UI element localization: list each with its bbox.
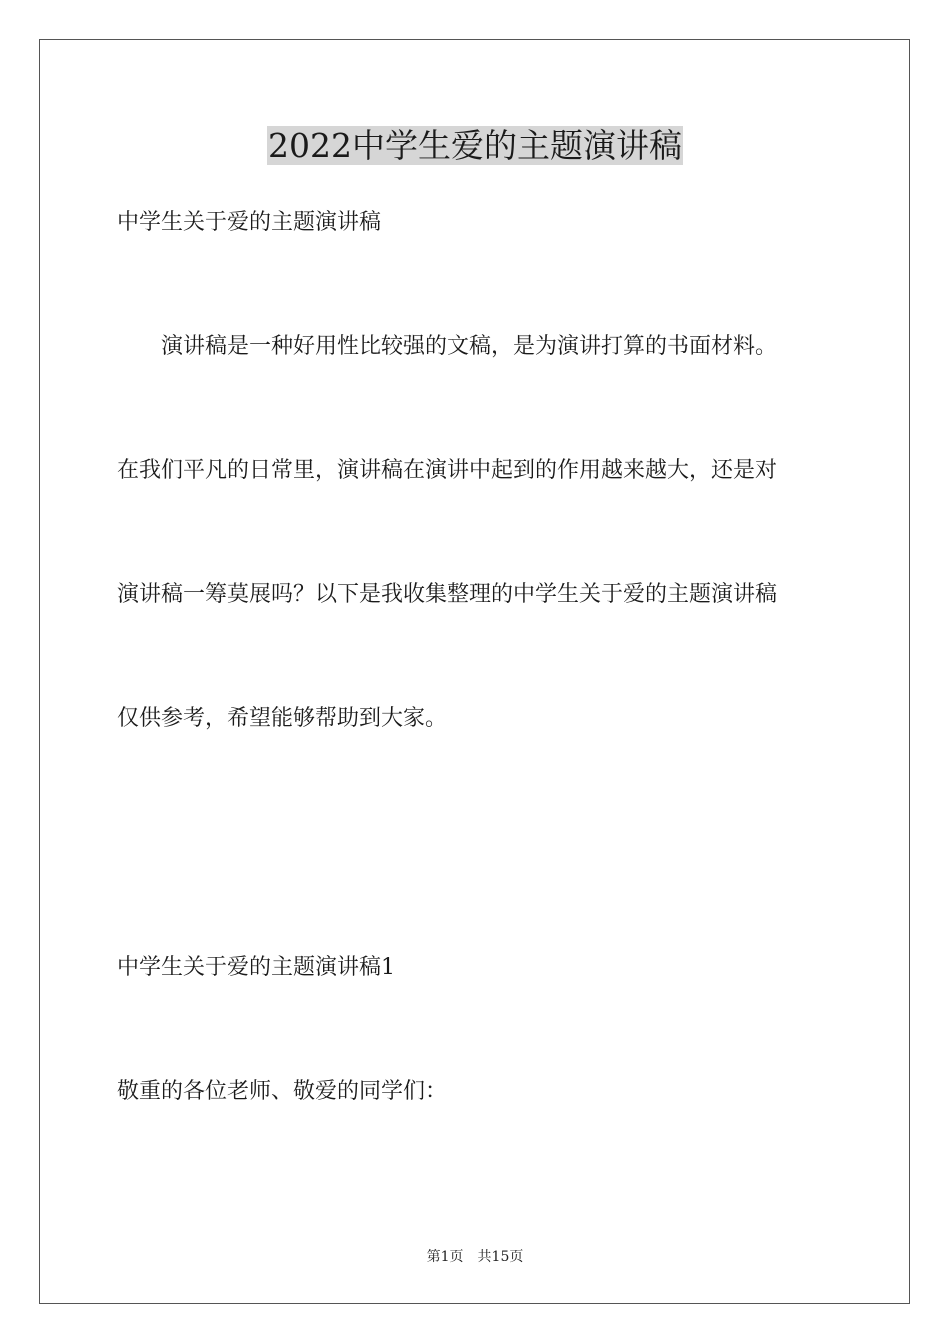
page-number-total: 共15页 — [477, 1249, 524, 1265]
intro-line-2: 在我们平凡的日常里，演讲稿在演讲中起到的作用越来越大，还是对 — [117, 458, 778, 483]
document-title-text: 2022中学生爱的主题演讲稿 — [268, 126, 682, 165]
section-heading: 中学生关于爱的主题演讲稿1 — [117, 955, 395, 980]
salutation: 敬重的各位老师、敬爱的同学们： — [117, 1079, 448, 1104]
document-subtitle: 中学生关于爱的主题演讲稿 — [117, 210, 382, 235]
page-number-current: 第1页 — [426, 1249, 464, 1265]
intro-line-4: 仅供参考，希望能够帮助到大家。 — [117, 706, 448, 731]
document-title — [0, 124, 950, 168]
intro-line-1: 演讲稿是一种好用性比较强的文稿，是为演讲打算的书面材料。 — [117, 334, 778, 359]
page-footer — [0, 1247, 950, 1267]
intro-line-3: 演讲稿一筹莫展吗？以下是我收集整理的中学生关于爱的主题演讲稿 — [117, 582, 778, 607]
